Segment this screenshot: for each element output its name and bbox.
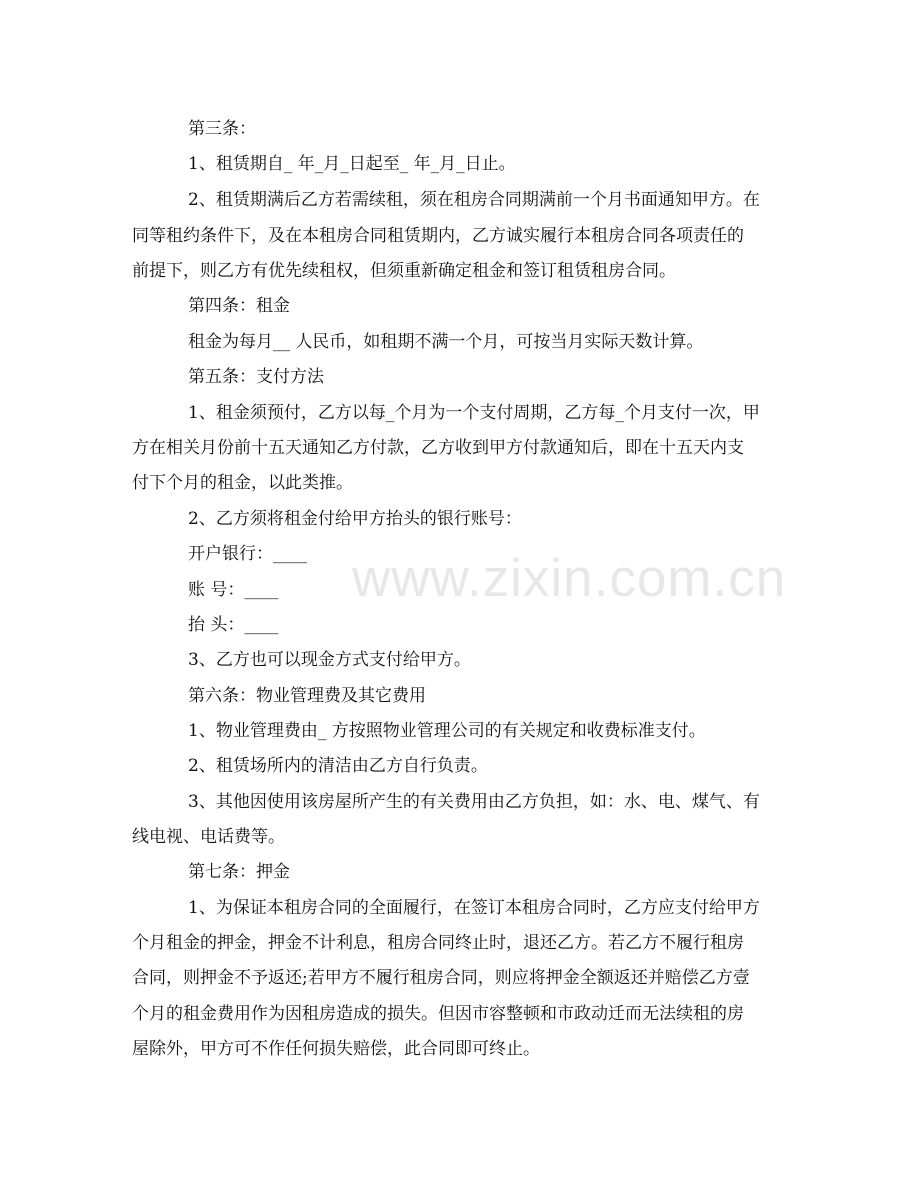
paragraph-line: 租金为每月__ 人民币，如租期不满一个月，可按当月实际天数计算。 [188,332,704,352]
article-6-heading: 第六条：物业管理费及其它费用 [188,686,426,706]
account-number-field: 账 号：____ [188,580,279,600]
article-7-heading: 第七条：押金 [188,862,290,882]
paragraph-line: 3、乙方也可以现金方式支付给甲方。 [188,650,471,670]
paragraph-line: 1、物业管理费由_ 方按照物业管理公司的有关规定和收费标准支付。 [188,721,706,741]
paragraph-line: 1、租赁期自_ 年_月_日起至_ 年_月_日止。 [188,154,516,174]
watermark: www.zixin.com.cn [352,549,787,608]
paragraph-line: 3、其他因使用该房屋所产生的有关费用由乙方负担，如：水、电、煤气、有 [188,792,760,812]
paragraph-line: 个月的租金费用作为因租房造成的损失。但因市容整顿和市政动迁而无法续租的房 [132,1004,744,1024]
article-5-heading: 第五条：支付方法 [188,367,324,387]
paragraph-line: 个月租金的押金，押金不计利息，租房合同终止时，退还乙方。若乙方不履行租房 [132,933,744,953]
paragraph-line: 前提下，则乙方有优先续租权，但须重新确定租金和签订租赁租房合同。 [132,261,676,281]
paragraph-line: 同等租约条件下，及在本租房合同租赁期内，乙方诚实履行本租房合同各项责任的 [132,226,744,246]
paragraph-line: 付下个月的租金，以此类推。 [132,473,353,493]
paragraph-line: 2、租赁场所内的清洁由乙方自行负责。 [188,756,488,776]
paragraph-line: 2、租赁期满后乙方若需续租，须在租房合同期满前一个月书面通知甲方。在 [188,190,760,210]
paragraph-line: 1、租金须预付，乙方以每_个月为一个支付周期，乙方每_个月支付一次，甲 [188,403,760,423]
paragraph-line: 屋除外，甲方可不作任何损失赔偿，此合同即可终止。 [132,1039,540,1059]
paragraph-line: 线电视、电话费等。 [132,827,285,847]
paragraph-line: 2、乙方须将租金付给甲方抬头的银行账号： [188,509,522,529]
paragraph-line: 方在相关月份前十五天通知乙方付款，乙方收到甲方付款通知后，即在十五天内支 [132,438,744,458]
article-4-heading: 第四条：租金 [188,296,290,316]
article-3-heading: 第三条： [188,119,256,139]
paragraph-line: 合同，则押金不予返还;若甲方不履行租房合同，则应将押金全额返还并赔偿乙方壹 [132,968,750,988]
account-holder-field: 抬 头：____ [188,615,279,635]
bank-name-field: 开户银行：____ [188,544,307,564]
paragraph-line: 1、为保证本租房合同的全面履行，在签订本租房合同时，乙方应支付给甲方 [188,898,760,918]
